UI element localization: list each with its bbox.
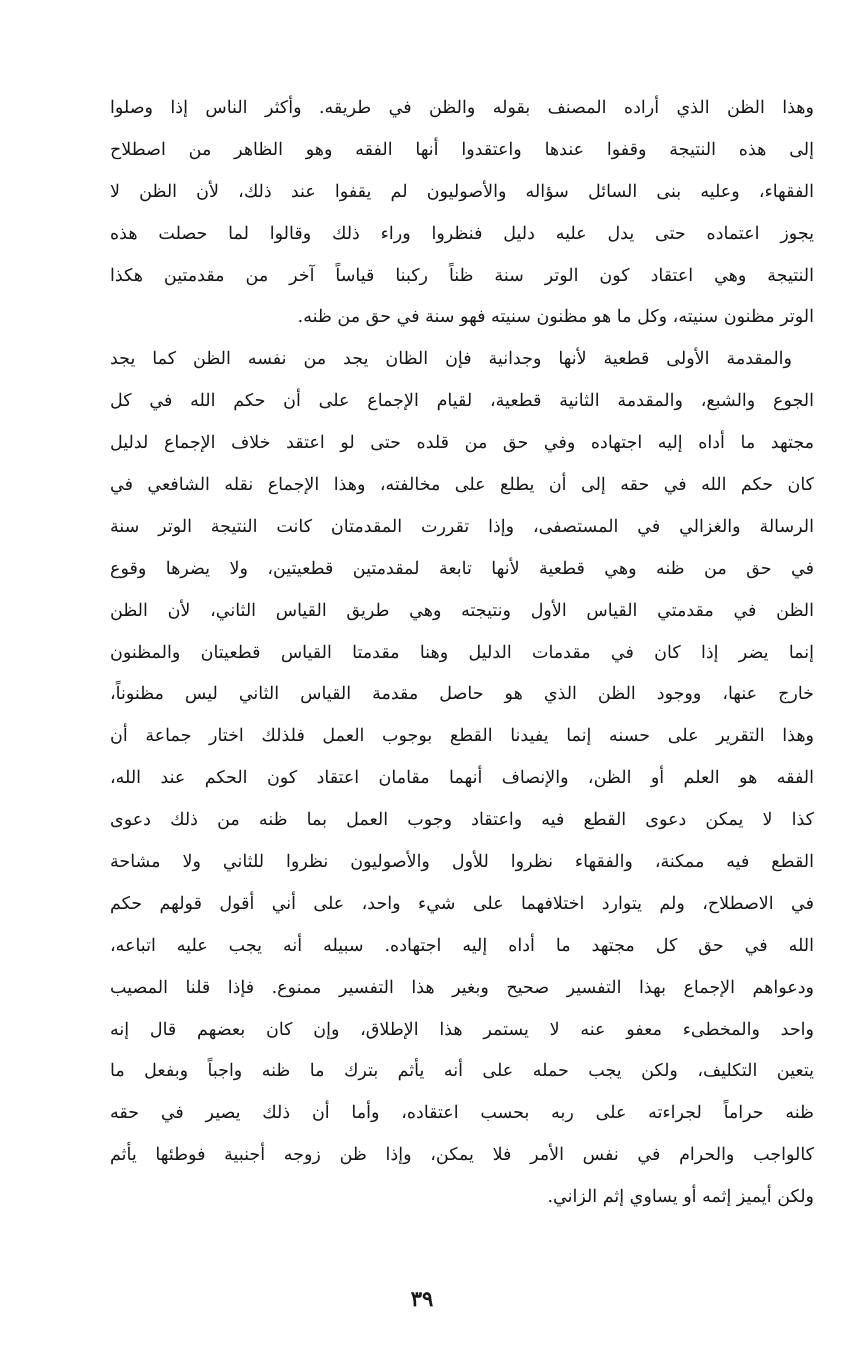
text-line: في الاصطلاح، ولم يتوارد اختلافهما على شيء واحد، على أني أقول قولهم حكم [110, 893, 814, 914]
text-line: وهذا الظن الذي أراده المصنف بقوله والظن في طريقه. وأكثر الناس إذا وصلوا [110, 98, 814, 118]
text-line: الفقهاء، وعليه بنى السائل سؤاله والأصوليون لم يقفوا عند ذلك، لأن الظن لا [110, 181, 814, 202]
text-line: إنما يضر إذا كان في مقدمات الدليل وهنا مقدمتا القياس قطعيتان والمظنون [110, 642, 814, 663]
text-line: القطع فيه ممكنة، والفقهاء نظروا للأول والأصوليون نظروا للثاني ولا مشاحة [110, 852, 814, 873]
page-number: ٣٩ [410, 1286, 434, 1311]
text-line: الجوع والشبع، والمقدمة الثانية قطعية، لقيام الإجماع على أن حكم الله في كل [110, 391, 814, 412]
text-line: والمقدمة الأولى قطعية لأنها وجدانية فإن الظان يجد من نفسه الظن كما يجد [110, 349, 792, 370]
text-line: كان حكم الله في حقه إلى أن يطلع على مخالفته، وهذا الإجماع نقله الشافعي في [110, 475, 814, 496]
text-line: إلى هذه النتيجة وقفوا عندها واعتقدوا أنها الفقه وهو الظاهر من اصطلاح [110, 139, 814, 160]
text-line: الوتر مظنون سنيته، وكل ما هو مظنون سنيته فهو سنة في حق من ظنه. [297, 307, 814, 328]
text-line: الفقه هو العلم أو الظن، والإنصاف أنهما مقامان اعتقاد كون الحكم عند الله، [110, 768, 814, 789]
text-line: خارج عنها، ووجود الظن الذي هو حاصل مقدمة القياس الثاني ليس مظنوناً، [110, 684, 814, 705]
text-line: في حق من ظنه وهي قطعية لأنها تابعة لمقدمتين قطعيتين، ولا يضرها وقوع [110, 558, 814, 579]
text-line: كالواجب والحرام في نفس الأمر فلا يمكن، وإذا ظن زوجه أجنبية فوطئها يأثم [110, 1145, 814, 1166]
text-line: ولكن أيميز إثمه أو يساوي إثم الزاني. [547, 1187, 814, 1208]
text-line: ودعواهم الإجماع بهذا التفسير صحيح وبغير هذا التفسير ممنوع. فإذا قلنا المصيب [110, 977, 814, 998]
text-line: واحد والمخطىء معفو عنه لا يستمر هذا الإطلاق، وإن كان بعضهم قال إنه [110, 1019, 814, 1040]
text-line: الله في حق كل مجتهد ما أداه إليه اجتهاده. سبيله أنه يجب عليه اتباعه، [110, 935, 814, 956]
text-line: وهذا التقرير على حسنه إنما يفيدنا القطع بوجوب العمل فلذلك اختار جماعة أن [110, 726, 814, 747]
text-line: يتعين التكليف، ولكن يجب حمله على أنه يأثم بترك ما ظنه واجباً وبفعل ما [110, 1061, 814, 1082]
text-line: كذا لا يمكن دعوى القطع فيه واعتقاد وجوب العمل بما ظنه من ذلك دعوى [110, 810, 814, 831]
body-text [110, 88, 814, 1219]
text-line: النتيجة وهي اعتقاد كون الوتر سنة ظناً ركبنا قياساً آخر من مقدمتين هكذا [110, 265, 814, 286]
text-line: الظن في مقدمتي القياس الأول ونتيجته وهي طريق القياس الثاني، لأن الظن [110, 600, 814, 621]
text-line: يجوز اعتماده حتى يدل عليه دليل فنظروا وراء ذلك وقالوا لما حصلت هذه [110, 223, 814, 244]
text-line: مجتهد ما أداه إليه اجتهاده وفي حق من قلده حتى لو اعتقد خلاف الإجماع لدليل [110, 433, 814, 454]
text-line: الرسالة والغزالي في المستصفى، وإذا تقررت المقدمتان كانت النتيجة الوتر سنة [110, 516, 814, 537]
text-line: ظنه حراماً لجراءته على ربه بحسب اعتقاده، وأما أن ذلك يصير في حقه [110, 1103, 814, 1124]
